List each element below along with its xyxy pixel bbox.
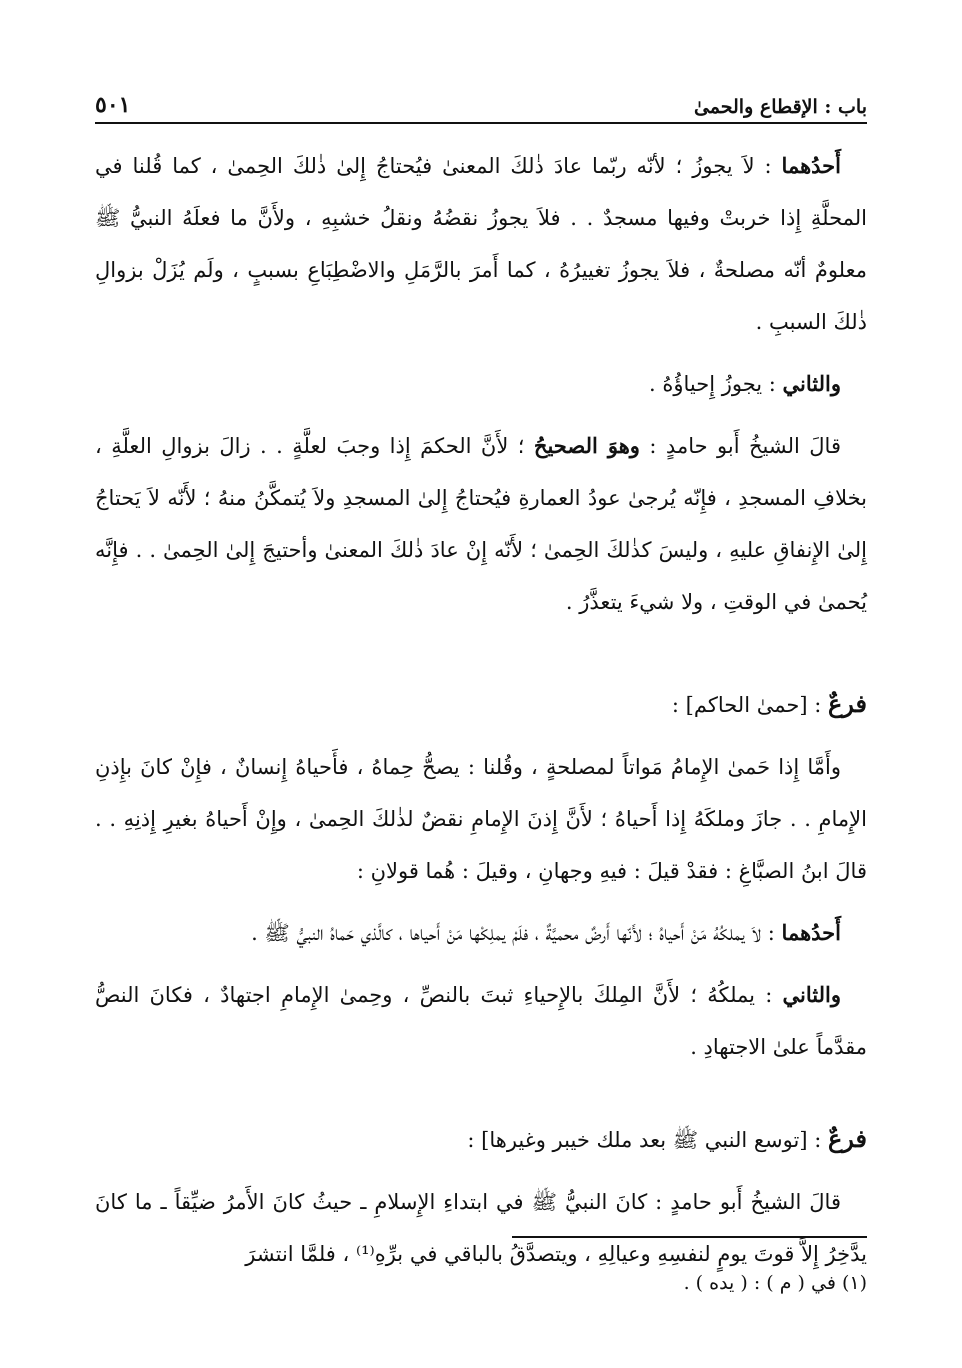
paragraph-text: قالَ الشيخُ أَبو حامدٍ : <box>639 434 841 458</box>
running-header <box>95 84 867 124</box>
section-label: فرعٌ <box>827 689 867 718</box>
paragraph-text: قالَ الشيخُ أَبو حامدٍ : كانَ النبيُّ ﷺ في ابتداءِ الإِسلامِ ـ حيثُ كانَ الأَمرُ ضيِّقاً ـ ما كانَ يدَّخِرُ إِلاَّ قوتَ يومٍ لنفسِهِ وعيالِهِ ، ويتصدَّقُ بالباقي في برِّهِ⁽¹⁾ ، فلمَّا انتشرَ <box>95 1190 867 1266</box>
paragraph-text: : لاَ يجوزُ ؛ لأنّه ربّما عادَ ذٰلكَ المعنىٰ فيُحتاجُ إِلىٰ ذٰلكَ الحِمىٰ ، كما قُلنا في المحلَّةِ إِذا خربتْ وفيها مسجدٌ . . فلاَ يجوزُ نقضُهُ ونقلُ خشبِهِ ، ولأَنَّ ما فعلَهُ النبيُّ ﷺ معلومٌ أنّه مصلحةٌ ، فلاَ يجوزُ تغييرُهُ ، كما أَمرَ بالرَّمَلِ والاضْطِبَاعِ بسببٍ ، ولَم يُزَلْ بزوالِ ذٰلكَ السببِ . <box>95 154 867 334</box>
footnote-divider <box>512 1236 867 1238</box>
section-heading <box>95 678 867 731</box>
paragraph-second-view <box>95 969 867 1073</box>
paragraph-second-view <box>95 358 867 410</box>
spacer <box>95 638 867 678</box>
emphasis-text: وهوَ الصحيحُ <box>533 433 640 458</box>
paragraph-abu-hamid-2 <box>95 1176 867 1280</box>
paragraph-text: : يملكُهُ ؛ لأَنَّ المِلكَ بالإِحياءِ ثبتَ بالنصِّ ، وحِمىٰ الإِمامِ اجتهادٌ ، فكانَ النصُّ مقدَّماً علىٰ الاجتهادِ . <box>95 983 867 1059</box>
lead-word: أَحدُهما <box>781 920 841 945</box>
section-title: : [حمىٰ الحاكم] : <box>671 693 828 717</box>
footnote: (١) في ( م ) : ( يده ) . <box>683 1272 867 1294</box>
paragraph-text: : يجوزُ إِحياؤُهُ . <box>648 372 783 396</box>
section-label: فرعٌ <box>827 1124 867 1153</box>
paragraph-abu-hamid <box>95 420 867 628</box>
main-text <box>95 140 867 1290</box>
lead-word: والثاني <box>782 371 841 396</box>
section-title: : [توسع النبي ﷺ بعد ملك خيبر وغيرها] : <box>467 1128 828 1152</box>
lead-word: أَحدُهما <box>781 153 841 178</box>
paragraph-imam-hima <box>95 741 867 897</box>
section-heading <box>95 1113 867 1166</box>
paragraph-first-view <box>95 907 867 959</box>
paragraph-text: وأَمَّا إِذا حَمىٰ الإِمامُ مَواتاً لمصلحةٍ ، وقُلنا : يصحُّ حِماهُ ، فأَحياهُ إِنسانٌ ، فإِنْ كانَ بإِذنِ الإِمامِ . . جازَ وملكَهُ إِذا أَحياهُ ؛ لأَنَّ إِذنَ الإِمامِ نقضٌ لذٰلكَ الحِمىٰ ، وإِنْ أَحياهُ بغيرِ إِذنِهِ . . قالَ ابنُ الصبَّاغِ : فقدْ قيلَ : فيهِ وجهانِ ، وقيلَ : هُما قولانِ : <box>95 755 867 883</box>
paragraph-text: ؛ لأَنَّ الحكمَ إِذا وجبَ لعلَّةٍ . . زالَ بزوالِ العلَّةِ ، بخلافِ المسجدِ ، فإِنّه يُرجىٰ عودُ العمارةِ فيُحتاجُ إِلىٰ المسجدِ ولاَ يُتمكَّنُ منهُ ؛ لأَنّه لاَ يَحتاجُ إِلىٰ الإِنفاقِ عليهِ ، وليسَ كذٰلكَ الحِمىٰ ؛ لأَنّه إِنْ عادَ ذٰلكَ المعنىٰ وأحتيجَ إِلىٰ الحِمىٰ . . فإِنَّه يُحمىٰ في الوقتِ ، ولا شيءَ يتعذَّرُ . <box>95 434 867 614</box>
spacer <box>95 1083 867 1113</box>
paragraph-first-view <box>95 140 867 348</box>
paragraph-text: : لاَ يملكُهُ مَنْ أَحياهُ ؛ لأَنّها أَرضٌ محميَّةٌ ، فلَمْ يملِكْها مَنْ أَحياها ، كالَّذي حَماهُ النبيُّ ﷺ . <box>251 921 782 945</box>
page-number: ٥٠١ <box>95 92 131 118</box>
chapter-title: باب : الإقطاع والحمىٰ <box>693 96 867 118</box>
lead-word: والثاني <box>782 982 841 1007</box>
